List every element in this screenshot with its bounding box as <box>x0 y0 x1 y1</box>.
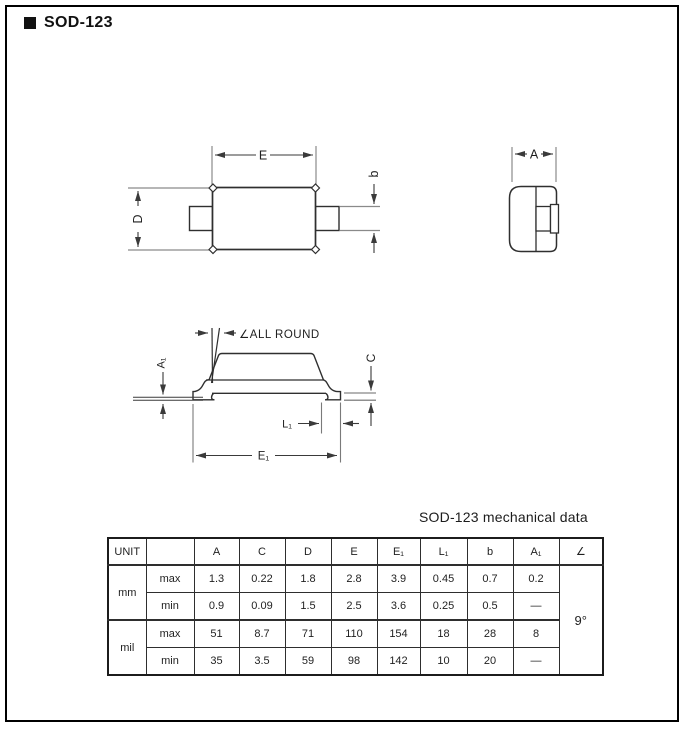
value-cell: 28 <box>467 620 513 648</box>
limit-cell: max <box>146 565 194 593</box>
dim-e-label: E <box>258 148 268 163</box>
table-row-mm-min <box>108 593 603 621</box>
value-cell: 51 <box>194 620 239 648</box>
value-cell: 98 <box>331 648 377 676</box>
value-cell: 1.8 <box>285 565 331 593</box>
side-view-right-lead <box>323 380 341 400</box>
value-cell: 10 <box>420 648 467 676</box>
top-view-left-lead <box>190 207 213 231</box>
value-cell: 35 <box>194 648 239 676</box>
side-view <box>133 328 378 463</box>
col-header-e1: E₁ <box>377 538 420 565</box>
col-header-l1: L₁ <box>420 538 467 565</box>
mechanical-data-heading: SOD-123 mechanical data <box>419 509 588 525</box>
unit-cell-mil: mil <box>108 620 146 675</box>
value-cell: 0.7 <box>467 565 513 593</box>
unit-cell-mm: mm <box>108 565 146 620</box>
value-cell: 8.7 <box>239 620 285 648</box>
end-view-lead-flange <box>551 205 559 234</box>
limit-cell: min <box>146 648 194 676</box>
col-header-c: C <box>239 538 285 565</box>
value-cell: 3.9 <box>377 565 420 593</box>
table-header-row <box>108 538 603 565</box>
dim-e1-label: E₁ <box>257 450 270 463</box>
dim-l1-label: L₁ <box>282 418 292 431</box>
value-cell: 2.8 <box>331 565 377 593</box>
value-cell: 71 <box>285 620 331 648</box>
dim-c-extension-lines <box>344 393 376 400</box>
dim-d-label: D <box>131 214 145 224</box>
value-cell: 0.2 <box>513 565 559 593</box>
value-cell: 0.45 <box>420 565 467 593</box>
value-cell: — <box>513 648 559 676</box>
value-cell: 0.09 <box>239 593 285 621</box>
end-view-lead <box>536 207 551 232</box>
end-view <box>510 147 559 252</box>
top-view-body <box>213 188 316 250</box>
value-cell: 0.25 <box>420 593 467 621</box>
col-header-b: b <box>467 538 513 565</box>
page-title-text: SOD-123 <box>44 14 113 31</box>
value-cell: 8 <box>513 620 559 648</box>
table-row-mil-min <box>108 648 603 676</box>
limit-cell: max <box>146 620 194 648</box>
all-round-label: ∠ALL ROUND <box>239 329 320 341</box>
col-header-a: A <box>194 538 239 565</box>
value-cell: 20 <box>467 648 513 676</box>
top-view-right-lead <box>316 207 340 231</box>
col-header-a1: A₁ <box>513 538 559 565</box>
dim-c-label: C <box>364 353 378 363</box>
value-cell: 1.5 <box>285 593 331 621</box>
value-cell: 59 <box>285 648 331 676</box>
dim-a1-label: A₁ <box>155 357 168 369</box>
value-cell: 18 <box>420 620 467 648</box>
top-view <box>128 146 381 254</box>
value-cell: 3.5 <box>239 648 285 676</box>
value-cell: 1.3 <box>194 565 239 593</box>
value-cell: 142 <box>377 648 420 676</box>
col-header-angle: ∠ <box>559 538 603 565</box>
value-cell: 0.9 <box>194 593 239 621</box>
angle-value-cell: 9° <box>559 565 603 675</box>
col-header-e: E <box>331 538 377 565</box>
col-header-unit: UNIT <box>108 538 146 565</box>
col-header-blank <box>146 538 194 565</box>
value-cell: 0.22 <box>239 565 285 593</box>
dim-a-label: A <box>529 147 539 162</box>
value-cell: 0.5 <box>467 593 513 621</box>
value-cell: — <box>513 593 559 621</box>
side-view-body-top <box>209 354 324 381</box>
value-cell: 2.5 <box>331 593 377 621</box>
dim-l1-extension-lines <box>322 403 341 463</box>
col-header-d: D <box>285 538 331 565</box>
value-cell: 154 <box>377 620 420 648</box>
limit-cell: min <box>146 593 194 621</box>
table-row-mil-max <box>108 620 603 648</box>
value-cell: 3.6 <box>377 593 420 621</box>
value-cell: 110 <box>331 620 377 648</box>
mechanical-data-table <box>107 537 604 676</box>
dim-b-label: b <box>367 170 381 178</box>
table-row-mm-max <box>108 565 603 593</box>
